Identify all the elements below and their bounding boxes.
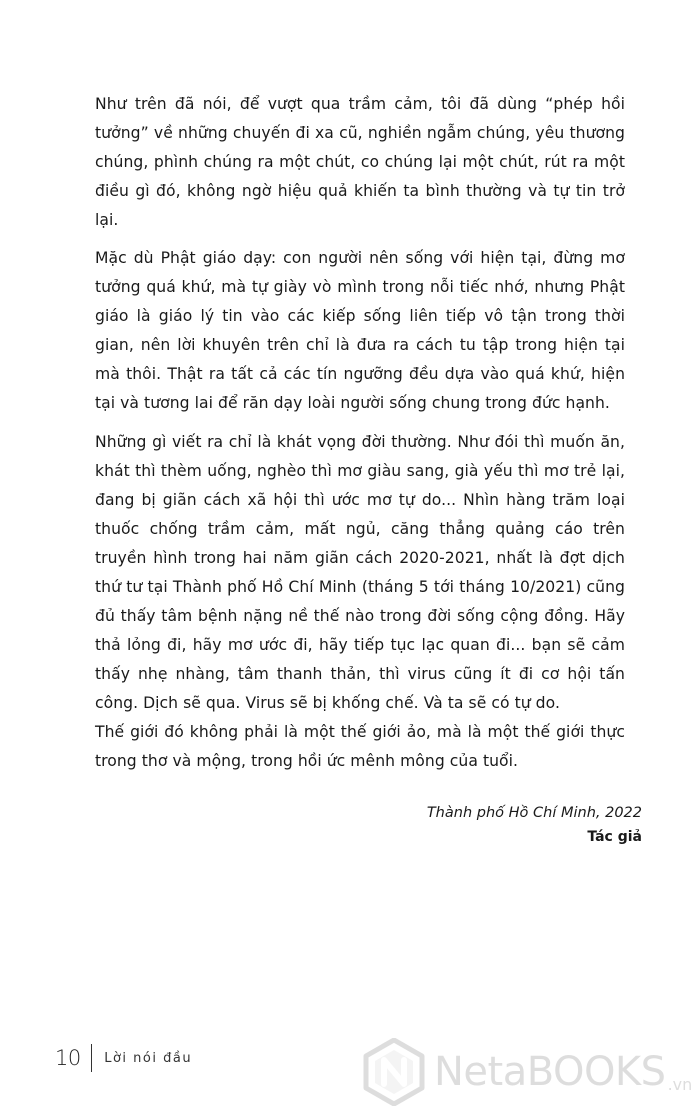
watermark	[360, 1032, 692, 1112]
paragraph-1	[95, 90, 625, 235]
page-footer	[55, 1038, 192, 1078]
paragraph-text: Mặc dù Phật giáo dạy: con người nên sống với hiện tại, đừng mơ tưởng quá khứ, mà tự giày vò mình trong nỗi tiếc nhớ, nhưng Phật giáo là giáo lý tin vào các kiếp sống liên tiếp vô tận trong thời gian, nên lời khuyên trên chỉ là đưa ra cách tu tập trong hiện tại mà thôi. Thật ra tất cả các tín ngưỡng đều dựa vào quá khứ, hiện tại và tương lai để răn dạy loài người sống chung trong đức hạnh.	[95, 249, 625, 412]
signature-place-date: Thành phố Hồ Chí Minh, 2022	[426, 805, 642, 821]
netabooks-logo-icon	[360, 1038, 428, 1106]
paragraph-text: Như trên đã nói, để vượt qua trầm cảm, tôi đã dùng “phép hồi tưởng” về những chuyến đi xa cũ, nghiền ngẫm chúng, yêu thương chúng, phình chúng ra một chút, co chúng lại một chút, rút ra một điều gì đó, không ngờ hiệu quả khiến ta bình thường và tự tin trở lại.	[95, 95, 625, 229]
paragraph-3	[95, 428, 625, 718]
footer-divider	[91, 1044, 93, 1072]
paragraph-text: Thế giới đó không phải là một thế giới ảo, mà là một thế giới thực trong thơ và mộng, trong hồi ức mênh mông của tuổi.	[95, 723, 625, 770]
watermark-suffix: .vn	[667, 1075, 693, 1094]
watermark-brand: NetaBOOKS	[434, 1049, 666, 1095]
signature-block	[427, 801, 642, 849]
signature-author: Tác giả	[587, 829, 642, 845]
paragraph-text: Những gì viết ra chỉ là khát vọng đời thường. Như đói thì muốn ăn, khát thì thèm uống, nghèo thì mơ giàu sang, già yếu thì mơ trẻ lại, đang bị giãn cách xã hội thì ước mơ tự do... Nhìn hàng trăm loại thuốc chống trầm cảm, mất ngủ, căng thẳng quảng cáo trên truyền hình trong hai năm giãn cách 2020-2021, nhất là đợt dịch thứ tư tại Thành phố Hồ Chí Minh (tháng 5 tới tháng 10/2021) cũng đủ thấy tâm bệnh nặng nề thế nào trong đời sống cộng đồng. Hãy thả lỏng đi, hãy mơ ước đi, hãy tiếp tục lạc quan đi... bạn sẽ cảm thấy nhẹ nhàng, tâm thanh thản, thì virus cũng ít đi cơ hội tấn công. Dịch sẽ qua. Virus sẽ bị khống chế. Và ta sẽ có tự do.	[95, 433, 625, 712]
running-chapter-title: Lời nói đầu	[104, 1050, 193, 1066]
paragraph-4	[95, 718, 625, 776]
paragraph-2	[95, 244, 625, 418]
page-number: 10	[55, 1046, 81, 1070]
